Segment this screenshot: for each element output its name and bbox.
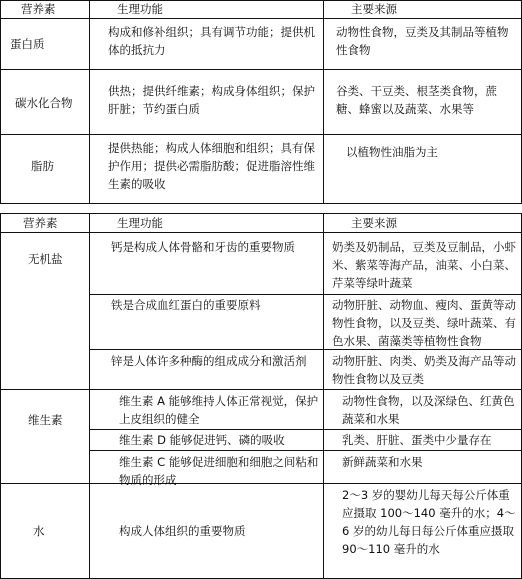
function-water: 构成人体组织的重要物质 [119,524,246,538]
function-vitamin-c: 维生素 C 能够促进细胞和细胞之间粘和物质的形成 [119,455,319,487]
function-iron: 铁是合成血红蛋白的重要原料 [111,298,261,312]
source-carbohydrate: 谷类、干豆类、根茎类食物，蔗糖、蜂蜜以及蔬菜、水果等 [336,84,497,116]
nutrient-fat: 脂肪 [31,159,54,173]
row-divider [1,18,521,19]
nutrient-vitamin: 维生素 [28,413,63,427]
nutrient-water: 水 [33,524,45,538]
source-iron: 动物肝脏、动物血、瘦肉、蛋黄等动物性食物，以及豆类、绿叶蔬菜、有色水果、菌藻类等植物性食物 [332,298,516,348]
nutrient-protein: 蛋白质 [10,37,45,51]
function-vitamin-d: 维生素 D 能够促进钙、磷的吸收 [119,433,285,447]
function-calcium: 钙是构成人体骨骼和牙齿的重要物质 [111,240,295,254]
row-divider [89,429,521,430]
row-divider [1,232,521,233]
nutrient-mineral: 无机盐 [28,252,63,266]
source-zinc: 动物肝脏、肉类、奶类及海产品等动物性食物以及豆类 [332,354,516,386]
source-vitamin-d: 乳类、肝脏、蛋类中少量存在 [342,433,492,447]
source-vitamin-c: 新鲜蔬菜和水果 [342,455,423,469]
function-carbohydrate: 供热；提供纤维素；构成身体组织；保护肝脏；节约蛋白质 [108,84,315,116]
row-divider [1,134,521,135]
header-source: 主要来源 [351,216,397,230]
function-zinc: 锌是人体许多种酶的组成成分和激活剂 [111,354,307,368]
source-protein: 动物性食物，豆类及其制品等植物性食物 [336,25,509,57]
column-divider [323,214,324,578]
function-vitamin-a: 维生素 A 能够维持人体正常视觉，保护上皮组织的健全 [119,394,319,426]
row-divider [89,450,521,451]
column-divider [323,1,324,203]
column-divider [89,214,90,578]
header-nutrient: 营养素 [23,216,58,230]
source-fat: 以植物性油脂为主 [346,145,438,159]
row-divider [89,294,521,295]
row-divider [1,389,521,390]
header-function: 生理功能 [117,216,163,230]
header-nutrient: 营养素 [21,2,56,16]
source-vitamin-a: 动物性食物，以及深绿色、红黄色蔬菜和水果 [342,394,515,426]
nutrient-table-macronutrients [0,0,522,204]
nutrient-table-micronutrients [0,213,522,579]
row-divider [1,69,521,70]
source-water: 2～3 岁的婴幼儿每天每公斤体重应摄取 100～140 毫升的水；4～6 岁的幼儿每日每公斤体重应摄取 90～110 毫升的水 [342,488,516,556]
header-source: 主要来源 [351,2,397,16]
function-protein: 构成和修补组织；具有调节功能；提供机体的抵抗力 [108,25,315,57]
source-calcium: 奶类及奶制品，豆类及豆制品，小虾米、紫菜等海产品，油菜、小白菜、芹菜等绿叶蔬菜 [332,240,516,290]
nutrient-carbohydrate: 碳水化合物 [15,96,73,110]
function-fat: 提供热能；构成人体细胞和组织；具有保护作用；提供必需脂肪酸；促进脂溶性维生素的吸收 [108,141,315,191]
header-function: 生理功能 [117,2,163,16]
